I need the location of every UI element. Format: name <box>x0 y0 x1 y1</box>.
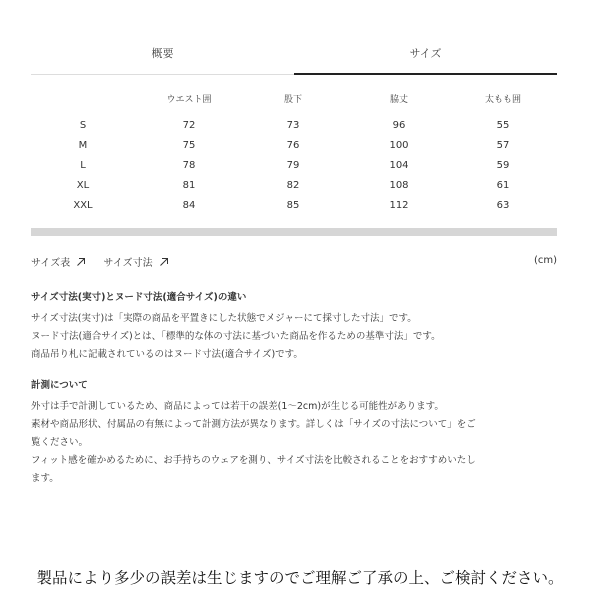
table-cell: 61 <box>496 180 510 191</box>
notes-line: サイズ寸法(実寸)は「実際の商品を平置きにした状態でメジャーにて採寸した寸法」です。 <box>31 313 417 324</box>
notes-line: 覧ください。 <box>31 437 89 448</box>
size-measurement-link-label: サイズ寸法 <box>103 258 153 269</box>
table-cell: 63 <box>496 200 510 211</box>
notes-section <box>31 291 557 488</box>
table-cell: 104 <box>389 160 409 171</box>
arrow-up-right-icon <box>159 257 169 267</box>
table-cell: 75 <box>182 140 196 151</box>
table-header-row <box>31 92 557 118</box>
notes-line: 商品吊り札に記載されているのはヌード寸法(適合サイズ)です。 <box>31 349 303 360</box>
table-row <box>31 198 557 218</box>
horizontal-scrollbar[interactable] <box>31 228 557 236</box>
table-cell: 100 <box>389 140 409 151</box>
size-table <box>31 92 557 218</box>
tab-overview[interactable]: 概要 <box>151 47 174 60</box>
notes-heading: サイズ寸法(実寸)とヌード寸法(適合サイズ)の違い <box>31 292 247 303</box>
notes-line: フィット感を確かめるために、お手持ちのウェアを測り、サイズ寸法を比較されることをおすすめいたし <box>31 455 476 466</box>
size-label: XXL <box>73 200 93 211</box>
table-header-waist: ウエスト囲 <box>166 95 212 105</box>
table-header-inseam: 股下 <box>283 95 303 105</box>
table-row <box>31 158 557 178</box>
notes-line: 素材や商品形状、付属品の有無によって計測方法が異なります。詳しくは「サイズの寸法について」をご <box>31 419 476 430</box>
table-cell: 79 <box>286 160 300 171</box>
notes-heading: 計測について <box>31 380 88 391</box>
notes-line: ます。 <box>31 473 59 484</box>
footer-disclaimer: 製品により多少の誤差は生じますのでご理解ご了承の上、ご検討ください。 <box>36 569 564 587</box>
size-measurement-link[interactable] <box>103 254 168 269</box>
table-cell: 84 <box>182 200 196 211</box>
table-cell: 73 <box>286 120 300 131</box>
size-label: XL <box>76 180 90 191</box>
table-cell: 59 <box>496 160 510 171</box>
unit-label: (cm) <box>533 255 557 266</box>
table-cell: 76 <box>286 140 300 151</box>
size-chart-link-label: サイズ表 <box>31 258 71 269</box>
size-chart-link[interactable] <box>31 254 86 269</box>
size-label: S <box>79 120 87 131</box>
table-cell: 108 <box>389 180 409 191</box>
notes-line: 外寸は手で計測しているため、商品によっては若干の誤差(1〜2cm)が生じる可能性があります。 <box>31 401 444 412</box>
table-row <box>31 118 557 138</box>
tab-bar <box>31 36 557 75</box>
table-header-thigh: 太もも囲 <box>484 95 522 105</box>
size-label: M <box>78 140 88 151</box>
table-cell: 81 <box>182 180 196 191</box>
table-cell: 112 <box>389 200 409 211</box>
table-cell: 78 <box>182 160 196 171</box>
size-links <box>31 254 183 270</box>
table-row <box>31 138 557 158</box>
table-row <box>31 178 557 198</box>
table-cell: 96 <box>392 120 406 131</box>
table-cell: 72 <box>182 120 196 131</box>
size-label: L <box>80 160 86 171</box>
notes-line: ヌード寸法(適合サイズ)とは、「標準的な体の寸法に基づいた商品を作るための基準寸法」です。 <box>31 331 441 342</box>
table-cell: 85 <box>286 200 300 211</box>
tab-size[interactable]: サイズ <box>294 36 557 74</box>
arrow-up-right-icon <box>76 257 86 267</box>
table-cell: 82 <box>286 180 300 191</box>
table-cell: 55 <box>496 120 510 131</box>
table-header-side-length: 脇丈 <box>389 95 409 105</box>
table-cell: 57 <box>496 140 510 151</box>
